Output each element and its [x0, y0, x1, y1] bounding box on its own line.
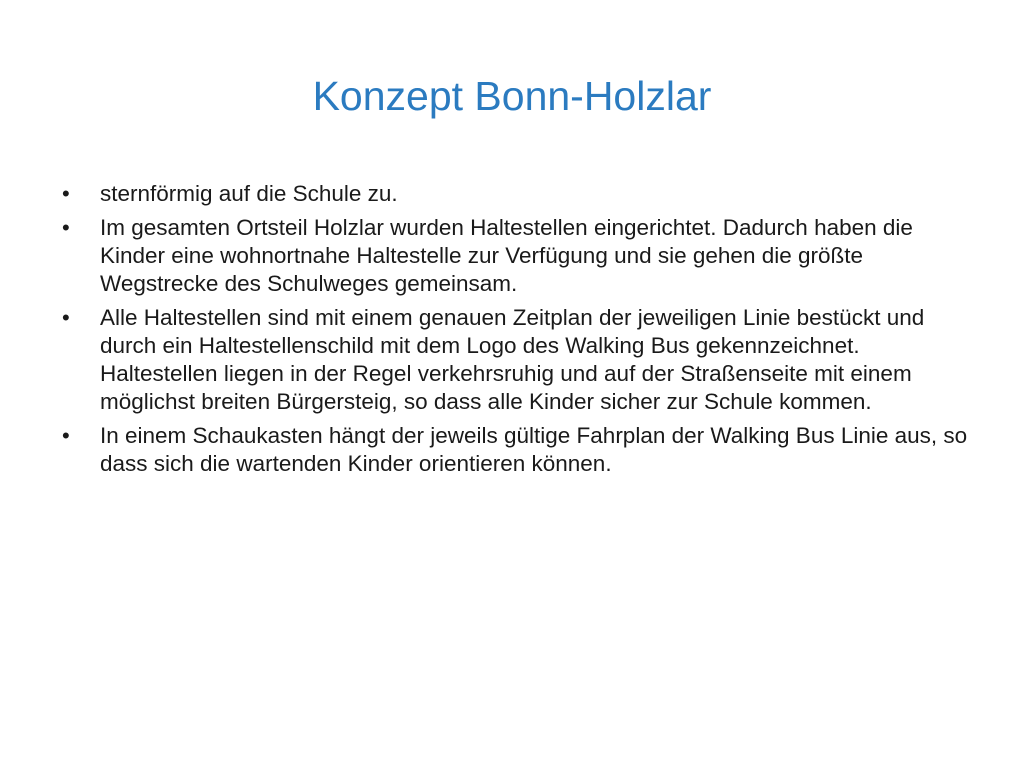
bullet-item — [62, 214, 977, 298]
bullet-item — [62, 422, 977, 478]
bullet-icon: • — [62, 305, 70, 330]
bullet-item — [62, 304, 977, 416]
bullet-text: In einem Schaukasten hängt der jeweils gültige Fahrplan der Walking Bus Linie aus, so dass sich die wartenden Kinder orientieren können. — [100, 423, 968, 476]
bullet-text: sternförmig auf die Schule zu. — [100, 181, 398, 206]
bullet-text: Im gesamten Ortsteil Holzlar wurden Haltestellen eingerichtet. Dadurch haben die Kinder eine wohnortnahe Haltestelle zur Verfügung und sie gehen die größte Wegstrecke des Schulweges gemeinsam. — [100, 215, 913, 296]
bullet-item — [62, 180, 977, 208]
bullet-list — [62, 180, 977, 484]
bullet-icon: • — [62, 423, 70, 448]
bullet-icon: • — [62, 181, 70, 206]
bullet-text: Alle Haltestellen sind mit einem genauen Zeitplan der jeweiligen Linie bestückt und durch ein Haltestellenschild mit dem Logo des Walking Bus gekennzeichnet. Haltestellen liegen in der Regel verkehrsruhig und auf der Straßenseite mit einem möglichst breiten Bürgersteig, so dass alle Kinder sicher zur Schule kommen. — [100, 305, 925, 414]
slide-title: Konzept Bonn-Holzlar — [312, 73, 712, 119]
bullet-icon: • — [62, 215, 70, 240]
